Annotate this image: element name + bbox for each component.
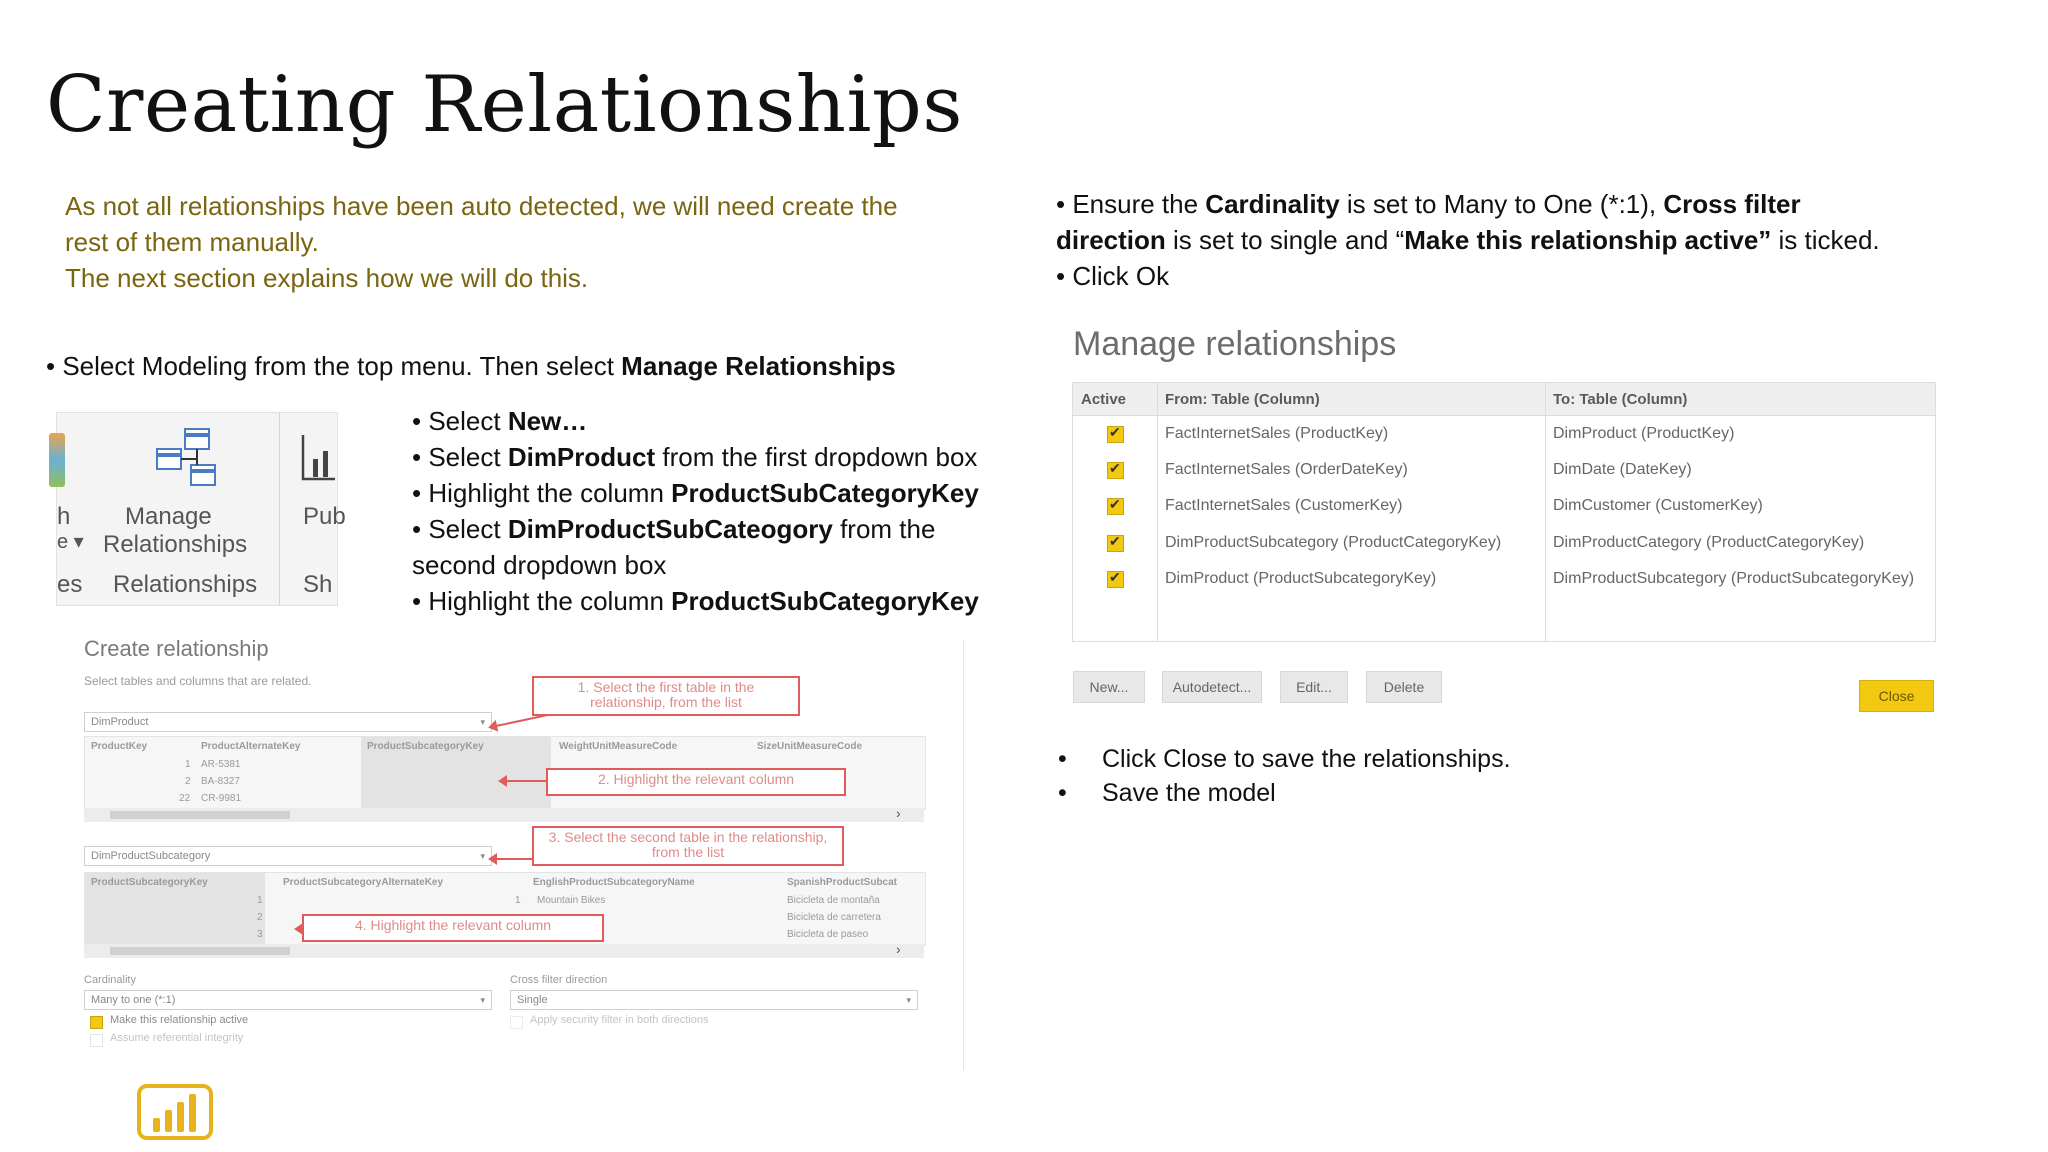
table-row[interactable] (1073, 526, 1935, 562)
integrity-checkbox[interactable] (90, 1034, 103, 1047)
dropdown-value: DimProduct (91, 716, 149, 728)
step-text: • Select (412, 442, 508, 472)
step-select-modeling (46, 348, 896, 384)
dropdown-value: Single (517, 994, 548, 1006)
from-cell: FactInternetSales (OrderDateKey) (1165, 461, 1408, 478)
autodetect-button[interactable]: Autodetect... (1162, 671, 1262, 703)
ribbon-group-label: Relationships (113, 571, 258, 598)
final-steps (1058, 742, 1511, 810)
cardinality-dropdown[interactable] (84, 990, 492, 1010)
publish-icon (299, 431, 339, 483)
table-cell: Bicicleta de carretera (787, 912, 881, 923)
step-text: is set to Many to One (*:1), (1339, 189, 1664, 219)
callout-step-4: 4. Highlight the relevant column (302, 914, 604, 942)
column-header[interactable]: ProductAlternateKey (201, 741, 301, 752)
table-cell: 2 (185, 776, 191, 787)
step-item (1056, 222, 1880, 258)
table-cell: Bicicleta de montaña (787, 895, 880, 906)
step-text: Save the model (1102, 779, 1276, 807)
horizontal-scrollbar[interactable] (84, 941, 924, 958)
scroll-thumb[interactable] (110, 811, 290, 819)
step-text: • Ensure the (1056, 189, 1206, 219)
active-checkbox[interactable] (90, 1016, 103, 1029)
step-text: • Select (412, 406, 508, 436)
integrity-label: Assume referential integrity (110, 1032, 244, 1044)
steps-list (412, 403, 979, 619)
right-steps (1056, 186, 1880, 294)
column-header[interactable]: WeightUnitMeasureCode (559, 741, 678, 752)
cross-filter-label: Cross filter direction (510, 974, 608, 986)
chevron-down-icon: ▾ (906, 995, 911, 1005)
chevron-down-icon: ▾ (480, 995, 485, 1005)
step-item (412, 511, 979, 547)
chevron-down-icon: ▾ (480, 717, 485, 727)
horizontal-scrollbar[interactable] (84, 805, 924, 822)
ribbon-fragment: h (57, 503, 71, 530)
step-text: from the (832, 514, 936, 544)
table-header (1073, 383, 1935, 416)
table-row[interactable] (1073, 417, 1935, 453)
step-bold: DimProduct (507, 442, 656, 472)
table-row[interactable] (1073, 562, 1935, 598)
security-label: Apply security filter in both directions (530, 1014, 709, 1026)
ribbon-partial-icon (49, 433, 65, 487)
step-text: Click Close to save the relationships. (1102, 745, 1511, 773)
to-cell: DimProduct (ProductKey) (1553, 425, 1735, 442)
column-header[interactable]: To: Table (Column) (1553, 391, 1688, 408)
table-cell: 1 (185, 759, 191, 770)
step-bold: Cross filter (1663, 189, 1801, 219)
create-relationship-dialog (76, 630, 926, 1050)
active-checkbox[interactable] (1107, 498, 1124, 515)
manage-dialog-title: Manage relationships (1073, 325, 1397, 363)
table-cell: Bicicleta de paseo (787, 929, 869, 940)
security-checkbox[interactable] (510, 1016, 523, 1029)
column-header[interactable]: EnglishProductSubcategoryName (533, 877, 695, 888)
page-title: Creating Relationships (46, 60, 963, 150)
table-cell: AR-5381 (201, 759, 241, 770)
dialog-title: Create relationship (84, 636, 269, 661)
edit-button[interactable]: Edit... (1280, 671, 1348, 703)
cardinality-label: Cardinality (84, 974, 136, 986)
to-cell: DimCustomer (CustomerKey) (1553, 497, 1763, 514)
close-button[interactable]: Close (1859, 680, 1934, 712)
table-cell: 22 (179, 793, 191, 804)
step-bold: DimProductSubCateogory (507, 514, 833, 544)
relationships-table (1072, 382, 1936, 642)
from-cell: FactInternetSales (CustomerKey) (1165, 497, 1403, 514)
step-bold: ProductSubCategoryKey (671, 478, 979, 508)
relationships-icon (155, 427, 221, 489)
step-item (412, 583, 979, 619)
column-header[interactable]: SpanishProductSubcat (787, 877, 898, 888)
intro-line: The next section explains how we will do this. (65, 263, 589, 293)
divider (963, 640, 964, 1070)
ribbon-separator (279, 413, 280, 605)
step-bold: New… (507, 406, 588, 436)
bullet-icon: • (1058, 745, 1067, 773)
active-checkbox[interactable] (1107, 426, 1124, 443)
active-checkbox[interactable] (1107, 462, 1124, 479)
column-header[interactable]: From: Table (Column) (1165, 391, 1320, 408)
active-checkbox[interactable] (1107, 571, 1124, 588)
to-cell: DimDate (DateKey) (1553, 461, 1692, 478)
scroll-thumb[interactable] (110, 947, 290, 955)
step-item (1056, 186, 1880, 222)
intro-text (65, 188, 898, 296)
dropdown-value: Many to one (*:1) (91, 994, 176, 1006)
table-cell: 1 (257, 895, 263, 906)
column-header[interactable]: ProductSubcategoryKey (367, 741, 484, 752)
cross-filter-dropdown[interactable] (510, 990, 918, 1010)
step-bold: Cardinality (1205, 189, 1340, 219)
publish-label[interactable]: Pub (303, 503, 346, 530)
step-item: • Click Ok (1056, 261, 1170, 291)
step-bold: ProductSubCategoryKey (671, 586, 979, 616)
column-header[interactable]: ProductSubcategoryAlternateKey (283, 877, 444, 888)
active-label: Make this relationship active (110, 1014, 249, 1026)
intro-line: As not all relationships have been auto detected, we will need create the (65, 191, 898, 221)
step-item: second dropdown box (412, 550, 667, 580)
step-text: is ticked. (1771, 225, 1880, 255)
table-cell: Mountain Bikes (537, 895, 606, 906)
table-cell: CR-9981 (201, 793, 242, 804)
step-bold: Make this relationship active” (1404, 225, 1772, 255)
from-cell: DimProduct (ProductSubcategoryKey) (1165, 570, 1437, 587)
column-header[interactable]: Active (1081, 391, 1127, 408)
dialog-subtitle: Select tables and columns that are related. (84, 674, 312, 688)
scroll-right-icon[interactable]: › (896, 941, 901, 957)
share-group-label: Sh (303, 571, 333, 598)
step-text: • Select Modeling from the top menu. Then select (46, 351, 622, 381)
new-button[interactable]: New... (1073, 671, 1145, 703)
callout-step-2: 2. Highlight the relevant column (546, 768, 846, 796)
step-text: • Select (412, 514, 508, 544)
chevron-down-icon: ▾ (480, 851, 485, 861)
callout-step-1: 1. Select the first table in the relationship, from the list (532, 676, 800, 716)
column-header[interactable]: ProductKey (91, 741, 148, 752)
ribbon-snippet (56, 412, 346, 606)
step-text: • Highlight the column (412, 586, 672, 616)
table-cell: 3 (257, 929, 263, 940)
manage-button-label: Relationships (103, 531, 248, 558)
active-checkbox[interactable] (1107, 535, 1124, 552)
step-bold: direction (1056, 225, 1166, 255)
power-bi-logo-icon (137, 1084, 213, 1140)
to-cell: DimProductSubcategory (ProductSubcategoryKey) (1553, 570, 1915, 587)
scroll-right-icon[interactable]: › (896, 805, 901, 821)
ribbon-fragment: es (57, 571, 83, 598)
manage-button-label: Manage (125, 503, 212, 530)
to-cell: DimProductCategory (ProductCategoryKey) (1553, 534, 1865, 551)
step-text: is set to single and “ (1165, 225, 1405, 255)
column-header[interactable]: ProductSubcategoryKey (91, 877, 208, 888)
intro-line: rest of them manually. (65, 227, 319, 257)
callout-arrow (496, 858, 536, 860)
from-cell: DimProductSubcategory (ProductCategoryKey) (1165, 534, 1502, 551)
callout-step-3: 3. Select the second table in the relationship, from the list (532, 826, 844, 866)
dropdown-value: DimProductSubcategory (91, 850, 211, 862)
from-cell: FactInternetSales (ProductKey) (1165, 425, 1389, 442)
step-item (412, 439, 979, 475)
second-table-dropdown[interactable] (84, 846, 492, 866)
table-cell: 2 (257, 912, 263, 923)
table-cell: BA-8327 (201, 776, 240, 787)
delete-button[interactable]: Delete (1366, 671, 1442, 703)
step-item (412, 403, 979, 439)
final-step (1058, 776, 1511, 810)
ribbon-fragment: e ▾ (57, 531, 84, 553)
first-table-dropdown[interactable] (84, 712, 492, 732)
bullet-icon: • (1058, 779, 1067, 807)
step-bold: Manage Relationships (621, 351, 896, 381)
table-row[interactable] (1073, 489, 1935, 525)
step-item (412, 475, 979, 511)
step-text: from the first dropdown box (655, 442, 978, 472)
table-cell: 1 (515, 895, 521, 906)
column-header[interactable]: SizeUnitMeasureCode (757, 741, 863, 752)
final-step (1058, 742, 1511, 776)
step-text: • Highlight the column (412, 478, 672, 508)
table-row[interactable] (1073, 453, 1935, 489)
